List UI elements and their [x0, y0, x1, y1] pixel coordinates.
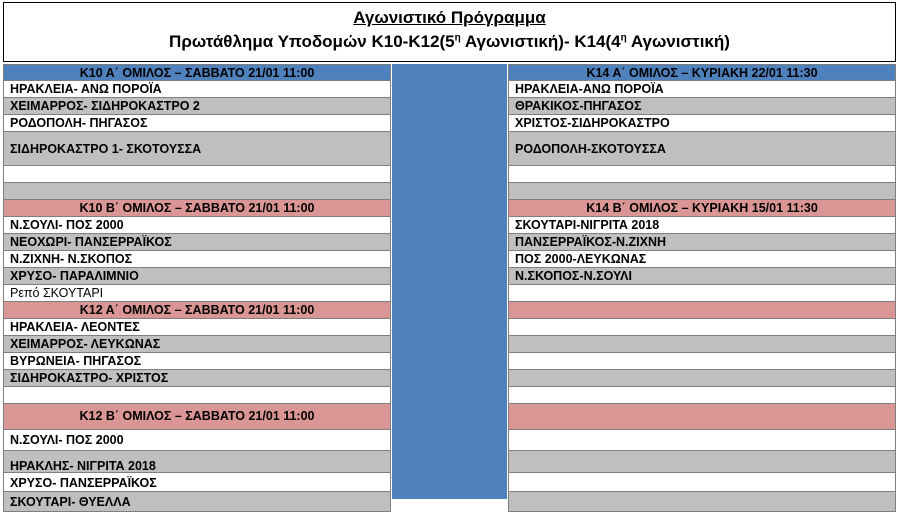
left-schedule-column: [3, 64, 391, 512]
empty-row: [508, 370, 896, 387]
list-item: ΧΡΥΣΟ- ΠΑΝΣΕΡΡΑΪΚΟΣ: [3, 473, 391, 492]
empty-row: [508, 183, 896, 200]
empty-row: [3, 387, 391, 404]
title-box: [3, 2, 896, 62]
list-item: ΣΚΟΥΤΑΡΙ- ΘΥΕΛΛΑ: [3, 492, 391, 512]
list-item: ΡΟΔΟΠΟΛΗ-ΣΚΟΤΟΥΣΣΑ: [508, 132, 896, 166]
list-item: ΣΙΔΗΡΟΚΑΣΤΡΟ- ΧΡΙΣΤΟΣ: [3, 370, 391, 387]
page-subtitle: Πρωτάθλημα Υποδομών $K10-K12(5^\eta$ Αγωνιστική)- $K14(4^\eta$ Αγωνιστική): [169, 32, 730, 51]
k10b-header: Κ10 Β΄ ΟΜΙΛΟΣ – ΣΑΒΒΑΤΟ 21/01 11:00: [3, 200, 391, 217]
list-item: ΗΡΑΚΛΕΙΑ-ΑΝΩ ΠΟΡΟΪΑ: [508, 81, 896, 98]
k12b-header: Κ12 Β΄ ΟΜΙΛΟΣ – ΣΑΒΒΑΤΟ 21/01 11:00: [3, 404, 391, 430]
list-item: ΣΚΟΥΤΑΡΙ-ΝΙΓΡΙΤΑ 2018: [508, 217, 896, 234]
list-item: Ν.ΖΙΧΝΗ- Ν.ΣΚΟΠΟΣ: [3, 251, 391, 268]
list-item: ΡΟΔΟΠΟΛΗ- ΠΗΓΑΣΟΣ: [3, 115, 391, 132]
empty-row: [508, 319, 896, 336]
list-item: ΒΥΡΩΝΕΙΑ- ΠΗΓΑΣΟΣ: [3, 353, 391, 370]
empty-row: [508, 451, 896, 473]
empty-header-row: [508, 302, 896, 319]
empty-row: [508, 353, 896, 370]
list-item: ΠΑΝΣΕΡΡΑΪΚΟΣ-Ν.ΖΙΧΝΗ: [508, 234, 896, 251]
list-item: ΠΟΣ 2000-ΛΕΥΚΩΝΑΣ: [508, 251, 896, 268]
list-item: Ν.ΣΚΟΠΟΣ-Ν.ΣΟΥΛΙ: [508, 268, 896, 285]
list-item: Ν.ΣΟΥΛΙ- ΠΟΣ 2000: [3, 430, 391, 451]
k12a-header: Κ12 Α΄ ΟΜΙΛΟΣ – ΣΑΒΒΑΤΟ 21/01 11:00: [3, 302, 391, 319]
right-schedule-column: [508, 64, 896, 512]
list-item: ΧΕΙΜΑΡΡΟΣ- ΣΙΔΗΡΟΚΑΣΤΡΟ 2: [3, 98, 391, 115]
list-item: ΗΡΑΚΛΕΙΑ- ΑΝΩ ΠΟΡΟΪΑ: [3, 81, 391, 98]
list-item: ΝΕΟΧΩΡΙ- ΠΑΝΣΕΡΡΑΪΚΟΣ: [3, 234, 391, 251]
k14b-header: Κ14 Β΄ ΟΜΙΛΟΣ – ΚΥΡΙΑΚΗ 15/01 11:30: [508, 200, 896, 217]
empty-row: [508, 285, 896, 302]
list-item: ΧΕΙΜΑΡΡΟΣ- ΛΕΥΚΩΝΑΣ: [3, 336, 391, 353]
empty-row: [508, 166, 896, 183]
page-title: Αγωνιστικό Πρόγραμμα: [353, 8, 546, 27]
empty-row: [508, 387, 896, 404]
list-item: ΧΡΥΣΟ- ΠΑΡΑΛΙΜΝΙΟ: [3, 268, 391, 285]
k10a-header: Κ10 Α΄ ΟΜΙΛΟΣ – ΣΑΒΒΑΤΟ 21/01 11:00: [3, 64, 391, 81]
list-item: Ρεπό ΣΚΟΥΤΑΡΙ: [3, 285, 391, 302]
list-item: Ν.ΣΟΥΛΙ- ΠΟΣ 2000: [3, 217, 391, 234]
empty-row: [508, 336, 896, 353]
empty-row: [508, 430, 896, 451]
list-item: ΘΡΑΚΙΚΟΣ-ΠΗΓΑΣΟΣ: [508, 98, 896, 115]
list-item: ΗΡΑΚΛΗΣ- ΝΙΓΡΙΤΑ 2018: [3, 451, 391, 473]
empty-row: [508, 473, 896, 492]
empty-header-row: [508, 404, 896, 430]
k14a-header: Κ14 Α΄ ΟΜΙΛΟΣ – ΚΥΡΙΑΚΗ 22/01 11:30: [508, 64, 896, 81]
empty-row: [3, 183, 391, 200]
list-item: ΣΙΔΗΡΟΚΑΣΤΡΟ 1- ΣΚΟΤΟΥΣΣΑ: [3, 132, 391, 166]
list-item: ΧΡΙΣΤΟΣ-ΣΙΔΗΡΟΚΑΣΤΡΟ: [508, 115, 896, 132]
list-item: ΗΡΑΚΛΕΙΑ- ΛΕΟΝΤΕΣ: [3, 319, 391, 336]
empty-row: [508, 492, 896, 512]
empty-row: [3, 166, 391, 183]
middle-separator-band: [392, 64, 507, 499]
